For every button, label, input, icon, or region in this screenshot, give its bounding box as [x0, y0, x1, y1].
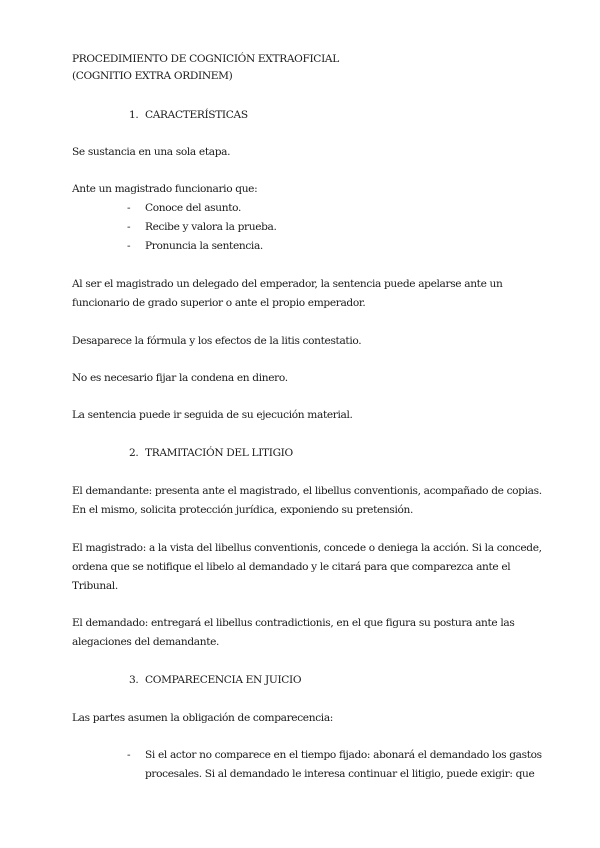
s1-paragraph-2: Ante un magistrado funcionario que: [72, 183, 258, 195]
s1-paragraph-5: No es necesario fijar la condena en dinero. [72, 372, 288, 384]
s1-bullet-1: Conoce del asunto. [145, 202, 241, 214]
s1-bullet-2: Recibe y valora la prueba. [145, 221, 277, 233]
section-2-number: 2. [129, 447, 139, 459]
s2-paragraph-2-line-2: ordena que se notifique el libelo al demandado y le citará para que comparezca ante el [72, 561, 511, 573]
s2-paragraph-2-line-1: El magistrado: a la vista del libellus conventionis, concede o deniega la acción. Si la concede, [72, 542, 542, 554]
s2-paragraph-1-line-1: El demandante: presenta ante el magistrado, el libellus conventionis, acompañado de copias. [72, 485, 542, 497]
bullet-dash: - [127, 202, 131, 214]
s2-paragraph-2-line-3: Tribunal. [72, 580, 118, 592]
s1-paragraph-1: Se sustancia en una sola etapa. [72, 146, 231, 158]
s3-bullet-line-2: procesales. Si al demandado le interesa continuar el litigio, puede exigir: que [145, 768, 535, 780]
doc-title-line-2: (COGNITIO EXTRA ORDINEM) [72, 70, 233, 82]
section-1-heading: CARACTERÍSTICAS [145, 109, 248, 121]
section-2-heading: TRAMITACIÓN DEL LITIGIO [145, 447, 293, 459]
section-1-number: 1. [129, 109, 139, 121]
bullet-dash: - [127, 221, 131, 233]
section-3-number: 3. [129, 674, 139, 686]
section-3-heading: COMPARECENCIA EN JUICIO [145, 674, 302, 686]
bullet-dash: - [127, 749, 131, 761]
s3-paragraph-1: Las partes asumen la obligación de comparecencia: [72, 712, 334, 724]
bullet-dash: - [127, 240, 131, 252]
s1-paragraph-3-line-1: Al ser el magistrado un delegado del emperador, la sentencia puede apelarse ante un [72, 278, 503, 290]
s1-paragraph-4: Desaparece la fórmula y los efectos de la litis contestatio. [72, 335, 362, 347]
s2-paragraph-1-line-2: En el mismo, solicita protección jurídica, exponiendo su pretensión. [72, 504, 414, 516]
doc-title-line-1: PROCEDIMIENTO DE COGNICIÓN EXTRAOFICIAL [72, 53, 339, 65]
s1-paragraph-3-line-2: funcionario de grado superior o ante el propio emperador. [72, 297, 366, 309]
s2-paragraph-3-line-2: alegaciones del demandante. [72, 636, 220, 648]
s1-bullet-3: Pronuncia la sentencia. [145, 240, 263, 252]
s1-paragraph-6: La sentencia puede ir seguida de su ejecución material. [72, 409, 353, 421]
s2-paragraph-3-line-1: El demandado: entregará el libellus contradictionis, en el que figura su postura ante las [72, 617, 515, 629]
s3-bullet-line-1: Si el actor no comparece en el tiempo fijado: abonará el demandado los gastos [145, 749, 542, 761]
